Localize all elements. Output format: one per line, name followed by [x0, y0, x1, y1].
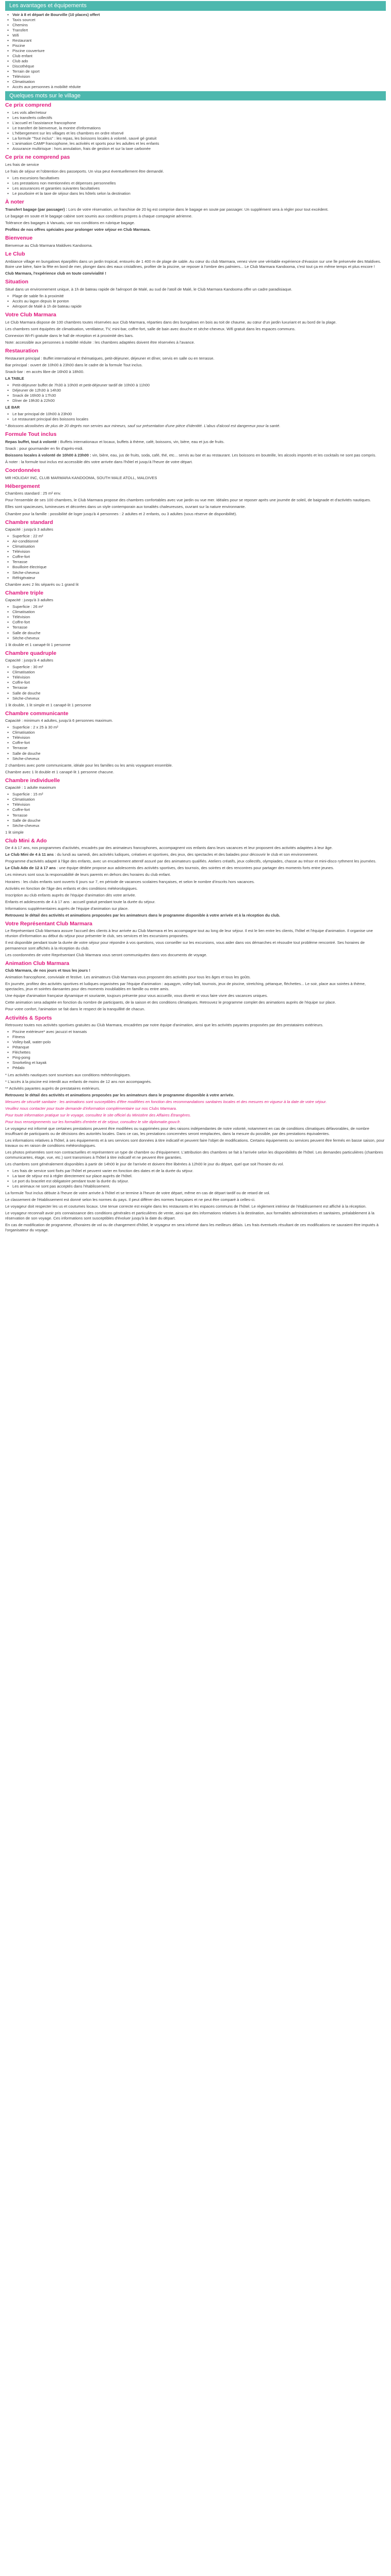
section-bar-quelques-mots: Quelques mots sur le village [5, 91, 386, 101]
paragraph: Elles sont spacieuses, lumineuses et décorées dans un style contemporain aux tonalités chaleureuses, ouvrant sur la nature environnante. [5, 504, 246, 510]
list-item: ● La formule "Tout inclus" : les repas, les boissons locales à volonté, sauvé gé gratuit [12, 136, 386, 141]
list-item: ● Coffre-fort [12, 620, 386, 625]
paragraph: Les chambres sont équipées de climatisation, ventilateur, TV, mini-bar, coffre-fort, salle de bain avec douche et sèche-cheveux. Wifi gratuit dans les espaces communs. [5, 326, 296, 331]
list-item: ● Chemins [12, 23, 386, 28]
list-item: ● Club ado [12, 59, 386, 64]
list-item: ● Superficie : 26 m² [12, 604, 386, 609]
section-title-prix-ne-comprend-pas: Ce prix ne comprend pas [5, 154, 70, 161]
paragraph: Activités en fonction de l'âge des enfants et des conditions météorologiques. [5, 886, 138, 891]
paragraph [5, 453, 386, 458]
bold-label: Le Club Ado de 12 à 17 ans [5, 866, 56, 871]
list-item: ● Déjeuner de 12h30 à 14h30 [12, 388, 386, 393]
paragraph: Les chambres sont généralement disponibles à partir de 14h00 le jour de l'arrivée et doivent être libérées à 12h00 le jour du départ, quel que soit l'horaire du vol. [5, 1161, 284, 1166]
paragraph [5, 866, 386, 871]
list-item: ● Salle de douche [12, 631, 386, 636]
paragraph: Veuillez nous contacter pour toute demande d'information complémentaire sur nos Clubs Marmara. [5, 1106, 177, 1111]
list-item: ● Assurance multirisque : hors annulation, frais de gestion et sur la taxe carbonée [12, 146, 386, 151]
paragraph: Ambiance village en bungalows éparpillés dans un jardin tropical, entourés de 1 400 m de plage de sable. Au cœur du club Marmara, venez vivre une véritable expérience d'évasion sur une île préservée des Maldives. Boire une bière, faire la fête en bord de mer, plonger dans des eaux cristallines, profiter de la piscine, se reposer à l'ombre des palmiers... Le Club Marmara Kandooma, c'est tout ça en même temps et plus encore ! [5, 259, 381, 269]
list-item: ● Superficie : 2 x 25 à 30 m² [12, 725, 386, 730]
list-item: ● Le transfert de bienvenue, la montre d'informations [12, 126, 386, 131]
paragraph: Informations supplémentaires auprès de l'équipe d'animation sur place. [5, 906, 129, 911]
activites-list [5, 1029, 386, 1071]
section-title-coordonnees: Coordonnées [5, 467, 40, 473]
section-title-chambre-individuelle: Chambre individuelle [5, 777, 60, 784]
list-item: ● Terrasse [12, 625, 386, 630]
list-item: ● Les excursions facultatives [12, 176, 386, 181]
paragraph: 1 lit simple [5, 829, 24, 835]
paragraph: Chambre avec 1 lit double et 1 canapé-lit 1 personne chacune. [5, 769, 115, 774]
list-item: ● Snorkeling et kayak [12, 1060, 386, 1065]
list-item: ● Dîner de 19h30 à 22h00 [12, 398, 386, 403]
list-item: ● Ping-pong [12, 1055, 386, 1060]
paragraph: * Boissons alcoolisées de plus de 20 degrés non servies aux mineurs, sauf sur présentation d'une pièce d'identité. L'abus d'alcool est dangereux pour la santé. [5, 423, 281, 428]
list-item: ● Les prestations non mentionnées et dépenses personnelles [12, 181, 386, 186]
footnote: * Les activités nautiques sont soumises aux conditions météorologiques. [5, 1072, 131, 1077]
list-item: ● Coffre-fort [12, 554, 386, 560]
list-item: ● Climatisation [12, 609, 386, 615]
section-title-representant: Votre Représentant Club Marmara [5, 920, 93, 927]
list-item: ● Coffre-fort [12, 680, 386, 685]
list-item: ● Voir à 8 et départ de Bourville (10 places) offert [12, 12, 386, 18]
list-item: ● Pétanque [12, 1045, 386, 1050]
list-item: ● Climatisation [12, 797, 386, 802]
list-item: ● Les transferts collectifs [12, 115, 386, 121]
paragraph [5, 852, 386, 857]
list-item: ● La taxe de séjour est à régler directement sur place auprès de l'hôtel. [12, 1174, 386, 1179]
list-item: ● Climatisation [12, 670, 386, 675]
avantages-list [5, 12, 386, 90]
paragraph: Le frais de séjour et l'obtention des passeports. Un visa peut éventuellement être demandé. [5, 169, 164, 174]
list-item: ● Taxis sourcet [12, 18, 386, 23]
list-item: ● Le restaurant principal des boissons locales [12, 417, 386, 422]
paragraph: Le bagage en soute et le bagage cabine sont soumis aux conditions propres à chaque compagnie aérienne. [5, 214, 193, 219]
section-title-formule-tout-inclus: Formule Tout inclus [5, 431, 57, 437]
list-item: ● Piscine couverture [12, 48, 386, 54]
paragraph: Les coordonnées de votre Représentant Club Marmara vous seront communiquées dans vos documents de voyage. [5, 952, 207, 957]
list-item: ● Télévision [12, 802, 386, 807]
paragraph: Enfants et adolescents de 4 à 17 ans : accueil gratuit pendant toute la durée du séjour. [5, 899, 156, 904]
section-title-situation: Situation [5, 278, 28, 285]
paragraph: Chambres standard : 25 m² env. [5, 491, 61, 496]
list-item: ● Les frais de service sont fixés par l'hôtel et peuvent varier en fonction des dates et de la durée du séjour. [12, 1168, 386, 1174]
paragraph: Pour toute information pratique sur le voyage, consultez le site officiel du Ministère des Affaires Étrangères. [5, 1112, 191, 1117]
list-item: ● Petit-déjeuner buffet de 7h30 à 10h00 et petit-déjeuner tardif de 10h00 à 11h00 [12, 383, 386, 388]
bold-label: Le Club Mini de 4 à 11 ans [5, 852, 54, 857]
paragraph: Pour l'ensemble de ses 100 chambres, le Club Marmara propose des chambres confortables avec vue jardin ou vue mer. Idéales pour se reposer après une journée de soleil, de baignade et d'activités nautiques. [5, 498, 371, 503]
list-item: ● Sèche-cheveux [12, 636, 386, 641]
offer-line: Profitez de nos offres spéciales pour prolonger votre séjour en Club Marmara. [5, 227, 151, 232]
address: MR HOLIDAY INC, CLUB MARMARA KANDOOMA, SOUTH MALE ATOLL, MALDIVES [5, 475, 157, 480]
list-item: ● Discothèque [12, 64, 386, 69]
section-title-bienvenue: Bienvenue [5, 235, 33, 242]
list-item: ● Sèche-cheveux [12, 570, 386, 575]
paragraph: Capacité : jusqu'à 3 adultes [5, 527, 54, 532]
list-item: ● Salle de douche [12, 751, 386, 756]
bold-label: Transfert bagage (par passager) : [5, 207, 68, 212]
list-item: ● Air-conditionné [12, 539, 386, 544]
paragraph: La formule Tout inclus débute à l'heure de votre arrivée à l'hôtel et se termine à l'heure de votre départ, même en cas de départ tardif ou de retard de vol. [5, 1190, 270, 1195]
list-item: ● Transfert [12, 28, 386, 33]
section-title-club-mini-ado: Club Mini & Ado [5, 837, 47, 844]
paragraph-text: Lors de votre réservation, un franchise de 20 kg est comprise dans le bagage en soute par passager. Un supplément sera à régler pour tout excédent. [68, 207, 329, 212]
list-item: ● Accès au lagon depuis le ponton [12, 299, 386, 304]
paragraph: Inscription au club enfants auprès de l'équipe d'animation dès votre arrivée. [5, 892, 136, 897]
paragraph: Le voyageur est informé que certaines prestations peuvent être modifiées ou supprimées pour des raisons indépendantes de notre volonté, notamment en cas de conditions climatiques défavorables, de nombre insuffisant de participants ou de décisions des autorités locales. Dans ce cas, les prestations concernées seront remplacées, dans la mesure du possible, par des prestations équivalentes. [5, 1126, 369, 1136]
list-item: ● Wifi [12, 33, 386, 38]
list-item: ● Télévision [12, 549, 386, 554]
paragraph: Le Représentant Club Marmara assure l'accueil des clients à leur arrivée au Club Marmara et les accompagne tout au long de leur séjour. Il est le lien entre les clients, l'hôtel et l'équipe d'animation. Il organise une réunion d'information au début du séjour pour présenter le club, ses services et les excursions proposées. [5, 928, 373, 939]
paragraph: Retrouvez le détail des activités et animations proposées par les animateurs dans le programme disponible à votre arrivée. [5, 1092, 234, 1097]
list-item: ● Salle de douche [12, 691, 386, 696]
paragraph-text: vin, bière, eau, jus de fruits, soda, café, thé, etc... servis au bar et au restaurant. Les boissons en bouteille, les alcools importés et les cocktails ne sont pas compris. [92, 452, 377, 457]
paragraph: Chambre avec 2 lits séparés ou 1 grand lit [5, 582, 79, 587]
section-bar-avantages: Les avantages et équipements [5, 1, 386, 11]
paragraph: Tolérance des bagages à Vanuatu, voir nos conditions en rubrique bagage. [5, 221, 135, 226]
subheading-le-bar: LE BAR [5, 404, 20, 410]
footnote: * L'accès à la piscine est interdit aux enfants de moins de 12 ans non accompagnés. [5, 1079, 152, 1084]
paragraph: Capacité : jusqu'à 3 adultes [5, 598, 54, 603]
list-item: ● Plage de sable fin à proximité [12, 294, 386, 299]
paragraph-text: : une équipe dédiée propose aux adolescents des activités sportives, des tournois, des soirées et des rencontres pour partager des moments forts entre jeunes. [56, 866, 334, 871]
list-item: ● Le pourboire et la taxe de séjour dans les hôtels selon la destination [12, 191, 386, 196]
list-item: ● Pédalo [12, 1065, 386, 1071]
list-item: ● Télévision [12, 735, 386, 740]
section-title-le-club: Le Club [5, 251, 25, 257]
list-item: ● Terrasse [12, 560, 386, 565]
chambre-standard-list [5, 534, 386, 580]
list-item: ● Coffre-fort [12, 740, 386, 745]
paragraph-text: Buffets internationaux et locaux, buffets à thème, café, boissons, vin, bière, eau et jus de fruits. [60, 439, 225, 444]
paragraph: Bienvenue au Club Marmara Maldives Kandooma. [5, 243, 93, 248]
paragraph: De 4 à 17 ans, nos programmes d'activités, encadrés par des animateurs francophones, accompagnent vos enfants dans leurs vacances et leur proposent des activités adaptées à leur âge. [5, 845, 333, 851]
paragraph [5, 439, 386, 445]
subheading-la-table: LA TABLE [5, 376, 24, 381]
chambre-individuelle-list [5, 792, 386, 828]
paragraph: Capacité : minimum 4 adultes, jusqu'à 6 personnes maximum. [5, 718, 113, 723]
paragraph: Club Marmara, de nos jours et tous les jours ! [5, 968, 90, 973]
section-title-chambre-quadruple: Chambre quadruple [5, 650, 57, 656]
paragraph: 1 lit double et 1 canapé-lit 1 personne [5, 642, 71, 647]
list-item: ● Réfrigérateur [12, 575, 386, 581]
list-item: ● Piscine [12, 43, 386, 48]
paragraph: 2 chambres avec porte communicante, idéale pour les familles ou les amis voyageant ensemble. [5, 762, 173, 768]
paragraph: Capacité : jusqu'à 4 adultes [5, 658, 54, 663]
section-title-restauration: Restauration [5, 347, 39, 354]
paragraph: Retrouvez toutes nos activités sportives gratuites au Club Marmara, encadrées par notre équipe d'animation, ainsi que les activités payantes proposées par des prestataires extérieurs. [5, 1023, 323, 1028]
list-item: ● Bouilloire électrique [12, 565, 386, 570]
list-item: ● Superficie : 30 m² [12, 665, 386, 670]
paragraph [5, 207, 386, 212]
list-item: ● L'animation CAMP francophone, les activités et sports pour les adultes et les enfants [12, 141, 386, 146]
paragraph: Retrouvez le détail des activités et animations proposées par les animateurs dans le programme disponible à votre arrivée et à la réception du club. [5, 912, 281, 918]
prix-comprend-list [5, 110, 386, 151]
paragraph: Situé dans un environnement unique, à 1h de bateau rapide de l'aéroport de Malé, au sud de l'atoll de Malé, le Club Marmara Kandooma offre un cadre paradisiaque. [5, 286, 292, 292]
section-title-a-noter: À noter [5, 199, 24, 206]
section-title-animation: Animation Club Marmara [5, 960, 70, 967]
list-item: ● Le port du bracelet est obligatoire pendant toute la durée du séjour. [12, 1179, 386, 1184]
list-item: ● L'hébergement sur les villages et les chambres en ordre réservé [12, 131, 386, 136]
paragraph: Les informations relatives à l'hôtel, à ses équipements et à ses services sont données à titre indicatif et peuvent faire l'objet de modifications. Certains équipements ou services peuvent être fermés en basse saison, pour travaux ou en raison de conditions météorologiques. [5, 1138, 385, 1148]
list-item: ● Accès aux personnes à mobilité réduite [12, 84, 386, 90]
list-item: ● Snack de 16h00 à 17h30 [12, 393, 386, 398]
paragraph: Programme d'activités adapté à l'âge des enfants, avec un encadrement attentif assuré par des animateurs qualifiés. Ateliers créatifs, jeux collectifs, olympiades, chasse au trésor et mini-disco rythment les journées. [5, 859, 377, 864]
list-item: ● Climatisation [12, 79, 386, 84]
paragraph: Note: accessible aux personnes à mobilité réduite : les chambres adaptées doivent être réservées à l'avance. [5, 340, 195, 345]
paragraph: Animation francophone, conviviale et festive. Les animateurs Club Marmara vous proposent des activités pour tous les âges et tous les goûts. [5, 975, 251, 980]
paragraph: Pour votre confort, l'animation se fait dans le respect de la tranquillité de chacun. [5, 1007, 145, 1012]
bold-label: Boissons locales à volonté de 10h00 à 23h00 : [5, 452, 91, 457]
list-item: ● Sèche-cheveux [12, 696, 386, 701]
paragraph: Le Club Marmara dispose de 100 chambres toutes réservées aux Club Marmara, réparties dans des bungalows en bois au toit de chaume, au cœur d'un jardin luxuriant et au bord de la plage. [5, 319, 337, 325]
list-item: ● Les vols aller/retour [12, 110, 386, 115]
list-item: ● Télévision [12, 675, 386, 680]
paragraph: À noter : la formule tout inclus est accessible dès votre arrivée dans l'hôtel et jusqu'à l'heure de votre départ. [5, 459, 193, 464]
page [0, 1, 391, 1233]
paragraph: Horaires : les clubs enfants sont ouverts 6 jours sur 7, en période de vacances scolaires françaises, et selon le nombre d'inscrits hors vacances. [5, 879, 255, 884]
paragraph: Cette animation sera adaptée en fonction du nombre de participants, de la saison et des conditions climatiques. Retrouvez le programme complet des animations auprès de l'équipe sur place. [5, 1000, 336, 1005]
section-title-prix-comprend: Ce prix comprend [5, 102, 52, 109]
paragraph: En journée, profitez des activités sportives et ludiques organisées par l'équipe d'animation : aquagym, volley-ball, tournois, jeux de piscine, stretching, pétanque, fléchettes... Le soir, place aux soirées à thème, spectacles, jeux et soirées dansantes pour des moments inoubliables en famille ou entre amis. [5, 981, 366, 992]
paragraph: Les frais de service [5, 162, 39, 167]
section-title-votre-club: Votre Club Marmara [5, 311, 56, 318]
bar-list [5, 412, 386, 422]
paragraph: Bar principal : ouvert de 10h00 à 23h00 dans le cadre de la formule Tout inclus. [5, 362, 143, 367]
chambre-communicante-list [5, 725, 386, 761]
list-item: ● Sèche-cheveux [12, 823, 386, 828]
paragraph: Restaurant principal : Buffet international et thématiques, petit-déjeuner, déjeuner et dîner, servis en salle ou en terrasse. [5, 355, 215, 361]
list-item: ● Le bar principal de 10h00 à 23h00 [12, 412, 386, 417]
paragraph: Les mineurs sont sous la responsabilité de leurs parents en dehors des horaires du club enfant. [5, 872, 171, 877]
list-item: ● Salle de douche [12, 818, 386, 823]
list-item: ● Climatisation [12, 730, 386, 735]
list-item: ● Volley-ball, water-polo [12, 1040, 386, 1045]
list-item: ● Club enfant [12, 54, 386, 59]
footnote: ** Activités payantes auprès de prestataires extérieurs. [5, 1086, 101, 1091]
paragraph: Mesures de sécurité sanitaire : les animations sont susceptibles d'être modifiées en fonction des recommandations sanitaires locales et des mesures en vigueur à la date de votre séjour. [5, 1099, 327, 1104]
list-item: ● Fitness [12, 1035, 386, 1040]
paragraph: En cas de modification de programme, d'horaires de vol ou de changement d'hôtel, le voyageur en sera informé dans les meilleurs délais. Les frais éventuels résultant de ces modifications ne sauraient être imputés à l'organisateur du voyage. [5, 1222, 379, 1232]
list-item: ● Climatisation [12, 544, 386, 549]
paragraph: Snack : pour gourmander en fin d'après-midi. [5, 446, 84, 451]
paragraph: Il est disponible pendant toute la durée de votre séjour pour répondre à vos questions, vous conseiller sur les excursions, vous aider dans vos démarches et résoudre tout problème rencontré. Ses horaires de permanence sont affichés à la réception du club. [5, 940, 365, 951]
section-title-hebergement: Hébergement [5, 483, 40, 489]
paragraph: Connexion Wi-Fi gratuite dans le hall de réception et à proximité des bars. [5, 333, 134, 338]
list-item: ● Superficie : 22 m² [12, 534, 386, 539]
paragraph: Le classement de l'établissement est donné selon les normes du pays. Il peut différer des normes françaises et ne peut être comparé à celles-ci. [5, 1197, 256, 1202]
situation-list [5, 294, 386, 309]
list-item: ● Les assurances et garanties suivantes facultatives [12, 186, 386, 191]
list-item: ● Fléchettes [12, 1050, 386, 1055]
paragraph: Pour tous renseignements sur les formalités d'entrée et de séjour, consultez le site diplomatie.gouv.fr. [5, 1119, 181, 1124]
conditions-list [5, 1168, 386, 1189]
paragraph: Snack-bar : en accès libre de 16h00 à 18h00. [5, 369, 85, 374]
prix-ne-comprend-list [5, 176, 386, 196]
list-item: ● L'accueil et l'assistance francophone [12, 121, 386, 126]
section-title-activites-sports: Activités & Sports [5, 1014, 52, 1021]
paragraph-text: : du lundi au samedi, des activités ludiques, créatives et sportives, des jeux, des spectacles et des balades pour découvrir le club et son environnement. [54, 852, 318, 857]
paragraph: Capacité : 1 adulte maximum [5, 785, 56, 790]
list-item: ● Piscine extérieure* avec jacuzzi et transats [12, 1029, 386, 1035]
list-item: ● Sèche-cheveux [12, 756, 386, 761]
bold-label: Repas buffet, tout à volonté : [5, 439, 59, 444]
chambre-triple-list [5, 604, 386, 640]
list-item: ● Coffre-fort [12, 807, 386, 812]
table-hours-list [5, 383, 386, 403]
section-title-chambre-triple: Chambre triple [5, 589, 44, 596]
paragraph: 1 lit double, 1 lit simple et 1 canapé-lit 1 personne [5, 702, 91, 707]
list-item: ● Terrasse [12, 685, 386, 690]
list-item: ● Terrasse [12, 813, 386, 818]
list-item: ● Restaurant [12, 38, 386, 43]
list-item: ● Télévision [12, 615, 386, 620]
chambre-quadruple-list [5, 665, 386, 701]
list-item: ● Télévision [12, 74, 386, 79]
paragraph: Le voyageur reconnaît avoir pris connaissance des conditions générales et particulières de vente, ainsi que des informations relatives à la destination, aux formalités administratives et sanitaires, préalablement à la réservation de son voyage. Ces informations sont susceptibles d'évoluer jusqu'à la date du départ. [5, 1210, 374, 1221]
section-title-chambre-communicante: Chambre communicante [5, 710, 69, 717]
paragraph: Les photos présentées sont non contractuelles et représentent un type de chambre ou d'équipement. L'attribution des chambres se fait à l'arrivée selon les disponibilités de l'hôtel. Les demandes particulières (chambres communicantes, étage, vue, etc.) sont transmises à l'hôtel à titre indicatif et ne peuvent être garanties. [5, 1149, 383, 1160]
list-item: ● Terrain de sport [12, 69, 386, 74]
section-title-chambre-standard: Chambre standard [5, 519, 53, 526]
paragraph: Le voyageur doit respecter les us et coutumes locaux. Une tenue correcte est exigée dans les restaurants et les espaces communs de l'hôtel. Le règlement intérieur de l'établissement est affiché à la réception. [5, 1204, 367, 1209]
list-item: ● Aéroport de Malé à 1h de bateau rapide [12, 304, 386, 309]
paragraph: Chambre pour la famille : possibilité de loger jusqu'à 4 personnes : 2 adultes et 2 enfants, ou 3 adultes (sous réserve de disponibilité). [5, 511, 237, 516]
list-item: ● Les animaux ne sont pas acceptés dans l'établissement. [12, 1184, 386, 1189]
list-item: ● Superficie : 15 m² [12, 792, 386, 797]
paragraph: Une équipe d'animation française dynamique et souriante, toujours présente pour vous accueillir, vous divertir et vous faire vivre des vacances uniques. [5, 993, 268, 998]
paragraph: Club Marmara, l'expérience club en toute convivialité ! [5, 270, 106, 276]
list-item: ● Terrasse [12, 745, 386, 751]
